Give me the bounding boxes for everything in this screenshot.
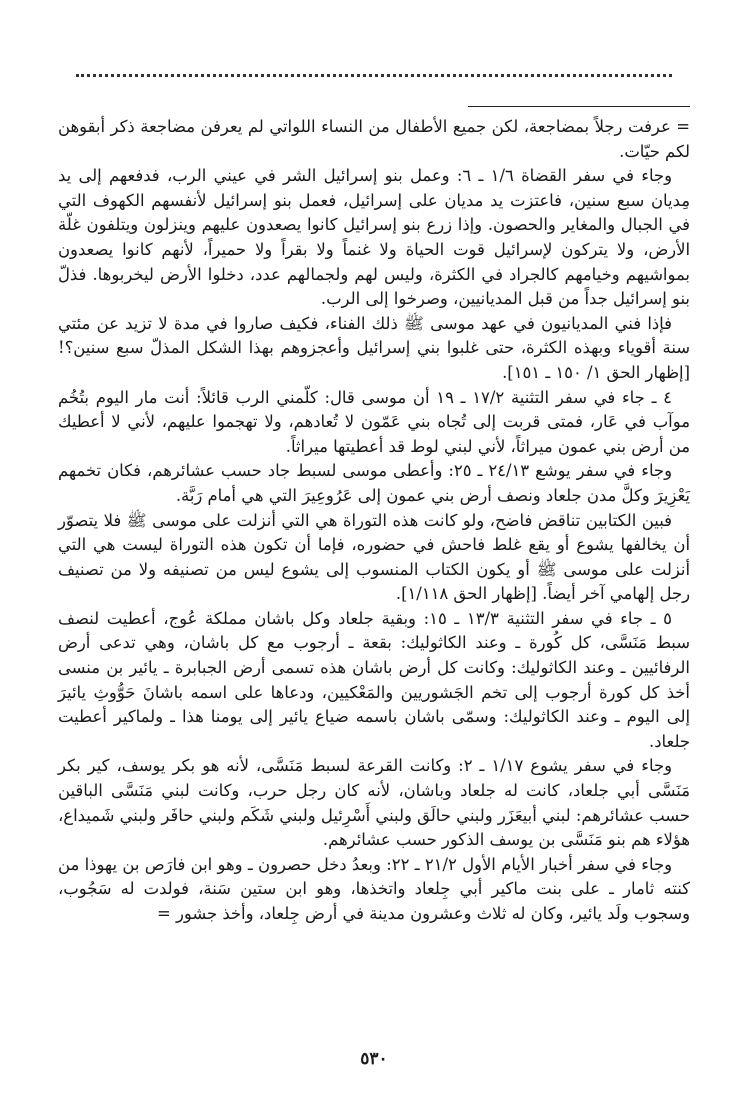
- paragraph-joshua-gad: وجاء في سفر يوشع ٢٤/١٣ ـ ٢٥: وأعطى موسى لسبط جاد حسب عشائرهم، فكان تخمهم يَعْزِيرَ وكلَّ مدن جلعاد ونصف أرض بني عمون إلى عَرُوعِيرَ التي هي أمام رَبَّة.: [58, 461, 690, 505]
- paragraph-item-5-deuteronomy: ٥ ـ جاء في سفر التثنية ١٣/٣ ـ ١٥: وبقية جلعاد وكل باشان مملكة عُوج، أعطيت لنصف سبط مَنَسَّى، كل كُورة ـ وعند الكاثوليك: بقعة ـ أرجوب مع كل باشان، وهي تدعى أرض الرفائيين ـ وعند الكاثوليك: وكانت كل أرض باشان هذه تسمى أرض الجبابرة ـ يائير بن منسى أخذ كل كورة أرجوب إلى تخم الجَشوريين والمَعْكيين، ودعاها على اسمه باشانَ حَوُّوثِ يائيرَ إلى اليوم ـ وعند الكاثوليك: وسمّى باشان باسمه ضياع يائير إلى يومنا هذا ـ ولماكير أعطيت جلعاد.: [58, 608, 690, 751]
- paragraph-contradiction-commentary: فبين الكتابين تناقض فاضح، ولو كانت هذه التوراة هي التي أنزلت على موسى ﷺ فلا يتصوّر أن يخالفها يشوع أو يقع غلط فاحش في حضوره، فإما أن تكون هذه التوراة ليست هي التي أنزلت على موسى ﷺ أو يكون الكتاب المنسوب إلى يشوع ليس من تصنيفه ولا من تصنيف رجل إلهامي آخر أيضاً. [إظهار الحق ١/١١٨].: [58, 510, 690, 604]
- header-dotted-rule: [76, 74, 672, 77]
- footnote-separator-rule: [468, 106, 690, 107]
- paragraph-continuation: = عرفت رجلاً بمضاجعة، لكن جميع الأطفال من النساء اللواتي لم يعرفن مضاجعة ذكر أبقوهن لكم حيّات.: [58, 117, 690, 161]
- book-page: [58, 0, 690, 1107]
- paragraph-chronicles: وجاء في سفر أخبار الأيام الأول ٢١/٢ ـ ٢٢: وبعدُ دخل حصرون ـ وهو ابن فارَص بن يهوذا من كنته ثامار ـ على بنت ماكير أبي جِلعاد واتخذها، وهو ابن ستين سَنة، فولدت له سَجُوب، وسجوب ولَد يائير، وكان له ثلاث وعشرون مدينة في أرض جِلعاد، وأخذ جشور =: [58, 854, 690, 923]
- footnote-text-block: [58, 115, 690, 927]
- paragraph-judges: وجاء في سفر القضاة ١/٦ ـ ٦: وعمل بنو إسرائيل الشر في عيني الرب، فدفعهم إلى يد مِديان سبع سنين، فاعتزت يد مديان على إسرائيل، فعمل بنو إسرائيل لأنفسهم الكهوف التي في الجبال والمغاير والحصون. وإذا زرع بنو إسرائيل كانوا يصعدون عليهم وينزلون ويتلفون غلّة الأرض، ولا يتركون لإسرائيل قوت الحياة ولا غنماً ولا بقراً ولا حميراً، لأنهم كانوا يصعدون بمواشيهم وخيامهم كالجراد في الكثرة، وليس لهم ولجمالهم عدد، دخلوا الأرض ليخربوها. فذلّ بنو إسرائيل جداً من قبل المديانيين، وصرخوا إلى الرب.: [58, 166, 690, 309]
- paragraph-item-4-deuteronomy: ٤ ـ جاء في سفر التثنية ١٧/٢ ـ ١٩ أن موسى قال: كلّمني الرب قائلاً: أنت مار اليوم بتُخُم موآب في عَار، فمتى قربت إلى تُجاه بني عَمّون لا تُعادهم، ولا تهجموا عليهم، لأني لا أعطيك من أرض بني عمون ميراثاً، لأني لبني لوط قد أعطيتها ميراثاً.: [58, 387, 690, 456]
- page-number: ٥٣٠: [360, 1049, 388, 1069]
- paragraph-midianites-commentary: فإذا فني المديانيون في عهد موسى ﷺ ذلك الفناء، فكيف صاروا في مدة لا تزيد عن مئتي سنة أقوياء وبهذه الكثرة، حتى غلبوا بني إسرائيل وأعجزوهم بهذا الشكل المذلّ سبع سنين؟! [إظهار الحق ١/ ١٥٠ ـ ١٥١].: [58, 313, 690, 382]
- paragraph-joshua-manasseh: وجاء في سفر يشوع ١/١٧ ـ ٢: وكانت القرعة لسبط مَنَسَّى، لأنه هو بكر يوسف، كير بكر مَنَسَّى أبي جلعاد، كانت له جلعاد وباشان، لأنه كان رجل حرب، وكانت لبني مَنَسَّى الباقين حسب عشائرهم: لبني أبيعَزَر ولبني حالَق ولبني أَسْرِئيل ولبني شَكَم ولبني حافَر ولبني شَميداع، هؤلاء هم بنو مَنَسَّى بن يوسف الذكور حسب عشائرهم.: [58, 756, 690, 850]
